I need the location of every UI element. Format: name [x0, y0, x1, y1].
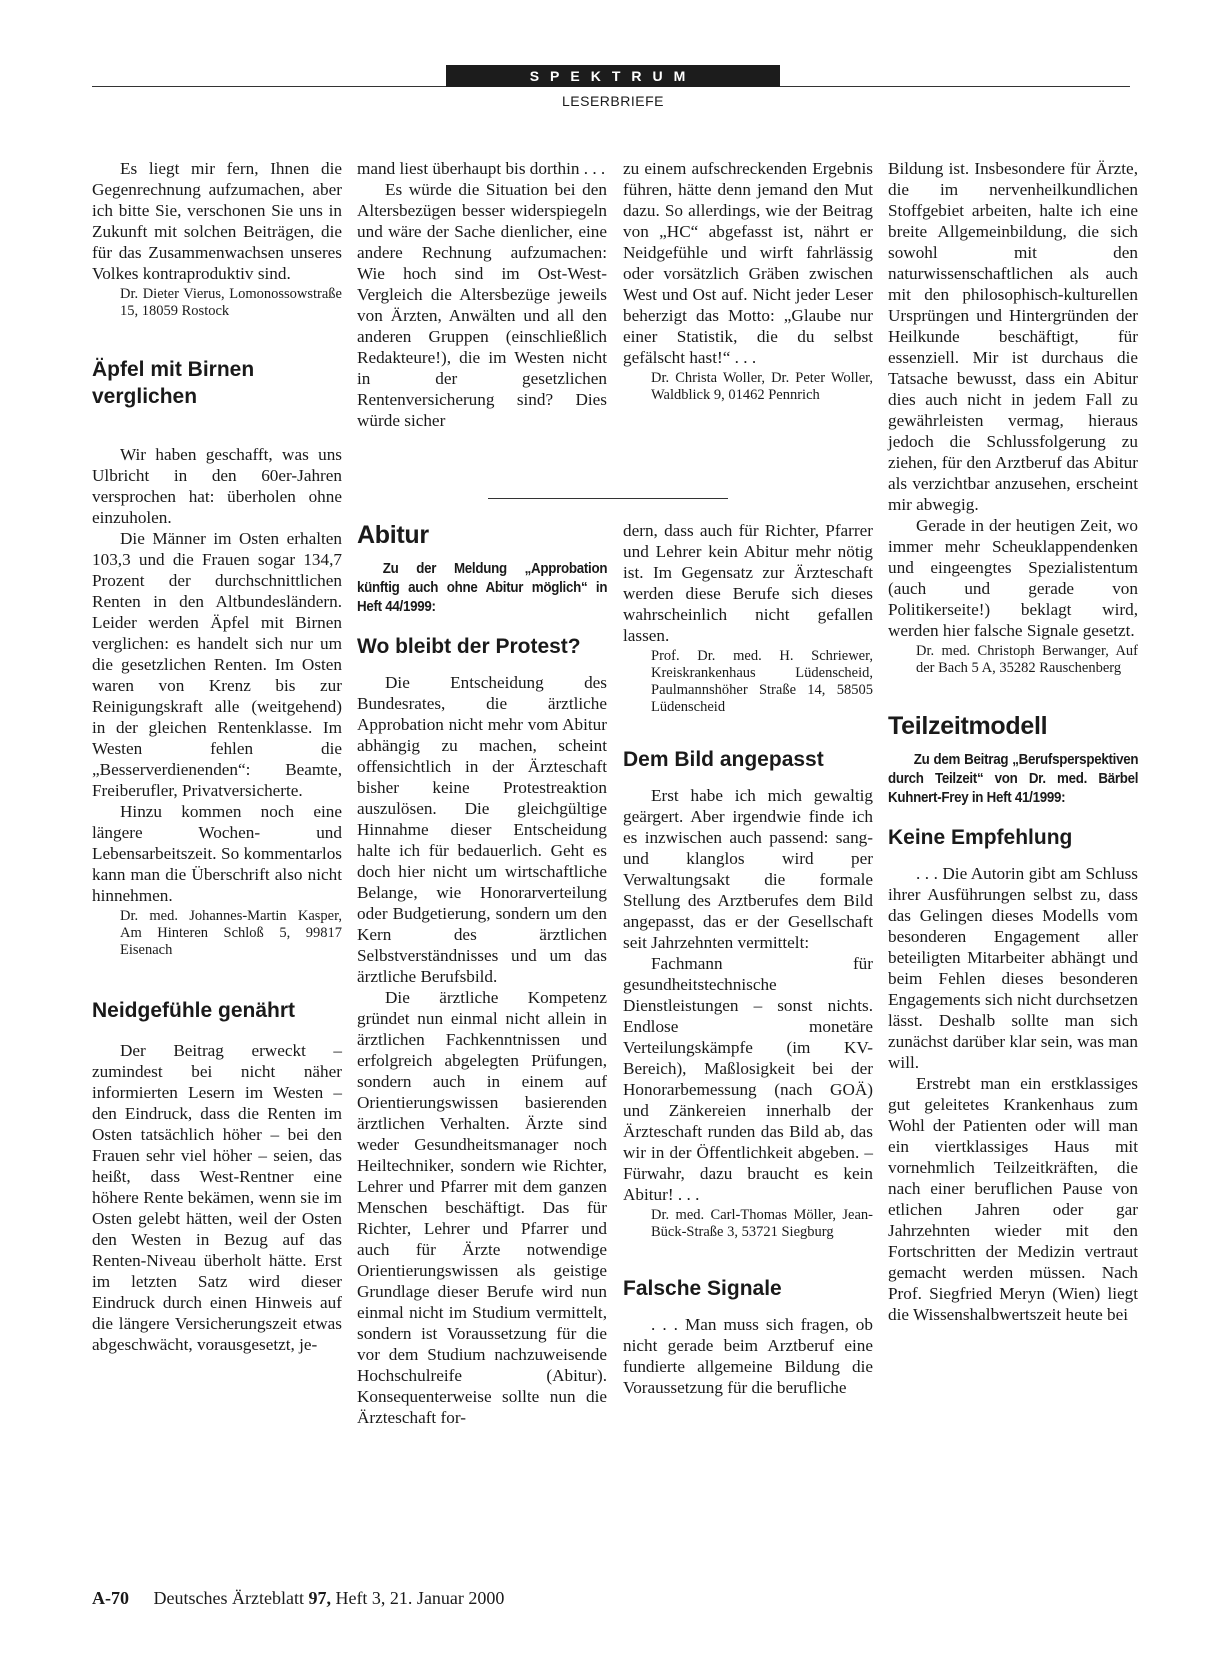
subsection-label: LESERBRIEFE	[562, 93, 664, 109]
letter-heading: Dem Bild angepasst	[623, 748, 824, 771]
letter-signature: Dr. med. Christoph Berwanger, Auf der Bach 5 A, 35282 Rauschenberg	[916, 643, 1138, 676]
abitur-section	[357, 520, 607, 1428]
section-intro: Zu der Meldung „Approbation künftig auch ohne Abitur möglich“ in Heft 44/1999:	[357, 561, 608, 615]
letter-signature: Prof. Dr. med. H. Schriewer, Kreiskrankenhaus Lüdenscheid, Paulmannshöher Straße 14, 58505 Lüdenscheid	[651, 648, 873, 715]
column-4	[888, 158, 1138, 1325]
letter-heading: Neidgefühle genährt	[92, 999, 296, 1022]
paragraph: Die Männer im Osten erhalten 103,3 und die Frauen sogar 134,7 Prozent der durchschnittlichen Renten in den Altbundesländern. Leider werden Äpfel mit Birnen verglichen: es handelt sich nur um die gesetzlichen Renten. Im Osten waren von Krenz bis zur Reinigungskraft alle (weitgehend) in der gleichen Rentenklasse. Im Westen fehlen die „Besserverdienenden“: Beamte, Freiberufler, Privatversicherte.	[92, 529, 342, 800]
column-2-top	[357, 158, 607, 431]
paragraph: Die ärztliche Kompetenz gründet nun einmal nicht allein in ärztlichen Fachkenntnissen und erfolgreich abgelegten Prüfungen, sondern auch in einem auf Orientierungswissen basierenden ärztlichen Verhalten. Ärzte sind weder Gesundheitsmanager noch Heiltechniker, sondern wie Richter, Lehrer und Pfarrer mit dem ganzen Menschen beschäftigt. Das für Richter, Lehrer und Pfarrer und auch für Ärzte notwendige Orientierungswissen als geistige Grundlage dieser Berufe wird nun einmal nicht im Studium vermittelt, sondern ist Voraussetzung für die vor dem Studium nachzuweisende Hochschulreife (Abitur). Konsequenterweise sollte nun die Ärzteschaft for-	[357, 988, 607, 1427]
paragraph: Bildung ist. Insbesondere für Ärzte, die im nervenheilkundlichen Stoffgebiet arbeiten, halte ich eine breite Allgemeinbildung, die sich sowohl mit den naturwissenschaftlichen als auch mit den philosophisch-kulturellen Ursprüngen und Hintergründen der Heilkunde beschäftigt, für essenziell. Mir ist durchaus die Tatsache bewusst, dass ein Abitur dies auch nicht in jedem Fall zu gewährleisten vermag, hieraus jedoch die Schlussfolgerung zu ziehen, für den Arztberuf das Abitur als verzichtbar anzusehen, erscheint mir abwegig.	[888, 159, 1138, 514]
paragraph: Es würde die Situation bei den Altersbezügen besser widerspiegeln und wäre der Sache dienlicher, eine andere Rechnung aufzumachen: Wie hoch sind im Ost-West-Vergleich die Altersbezüge jeweils von Ärzten, Anwälten und all den anderen Gruppen (einschließlich Redakteure!), die im Westen nicht in der gesetzlichen Rentenversicherung sind? Dies würde sicher	[357, 180, 607, 430]
letter-signature: Dr. med. Johannes-Martin Kasper, Am Hinteren Schloß 5, 99817 Eisenach	[120, 908, 342, 958]
column-3-top	[623, 158, 873, 404]
journal-issue: Heft 3, 21. Januar 2000	[335, 1588, 505, 1608]
paragraph: mand liest überhaupt bis dorthin . . .	[357, 159, 606, 178]
section-intro: Zu dem Beitrag „Berufsperspektiven durch Teilzeit“ von Dr. med. Bärbel Kuhnert-Frey in Heft 41/1999:	[888, 752, 1139, 806]
journal-name: Deutsches Ärzteblatt	[153, 1588, 304, 1608]
section-title: Abitur	[357, 521, 429, 549]
column-3	[623, 520, 873, 1398]
paragraph: dern, dass auch für Richter, Pfarrer und Lehrer kein Abitur mehr nötig ist. Im Gegensatz zur Ärzteschaft werden diese Berufe sich dieses wahrscheinlich nicht gefallen lassen.	[623, 521, 873, 645]
journal-volume: 97,	[308, 1588, 331, 1608]
letter-heading: Äpfel mit Birnen verglichen	[92, 358, 255, 408]
letter-signature: Dr. Dieter Vierus, Lomonossowstraße 15, 18059 Rostock	[120, 286, 342, 319]
letter-signature: Dr. Christa Woller, Dr. Peter Woller, Waldblick 9, 01462 Pennrich	[651, 370, 873, 403]
paragraph: Die Entscheidung des Bundesrates, die ärztliche Approbation nicht mehr vom Abitur abhängig zu machen, scheint offensichtlich in der Ärzteschaft bisher keine Protestreaktion auszulösen. Die gleichgültige Hinnahme dieser Entscheidung halte ich für bedauerlich. Geht es doch hier nicht um wirtschaftliche Belange, wie Honorarverteilung oder Budgetierung, sondern um den Kern des ärztlichen Selbstverständnisses und um das ärztliche Berufsbild.	[357, 673, 607, 986]
paragraph: Erst habe ich mich gewaltig geärgert. Aber irgendwie finde ich es inzwischen auch passend: sang- und klanglos wird per Verwaltungsakt die formale Stellung des Arztberufes dem Bild angepasst, das er der Gesellschaft seit Jahrzehnten vermittelt:	[623, 786, 873, 952]
column-1	[92, 158, 342, 1355]
letter-signature: Dr. med. Carl-Thomas Möller, Jean-Bück-Straße 3, 53721 Siegburg	[651, 1207, 873, 1240]
paragraph: Es liegt mir fern, Ihnen die Gegenrechnung aufzumachen, aber ich bitte Sie, verschonen Sie uns in Zukunft mit solchen Beiträgen, die für das Zusammenwachsen unseres Volkes kontraproduktiv sind.	[92, 159, 342, 283]
letter-heading: Keine Empfehlung	[888, 826, 1073, 849]
paragraph: Fachmann für gesundheitstechnische Dienstleistungen – sonst nichts. Endlose monetäre Verteilungskämpfe (im KV-Bereich), Maßlosigkeit bei der Honorarbemessung (nach GOÄ) und Zänkereien innerhalb der Ärzteschaft runden das Bild ab, das wir in der Öffentlichkeit abgeben. – Fürwahr, dazu braucht es kein Abitur! . . .	[623, 954, 873, 1204]
paragraph: Gerade in der heutigen Zeit, wo immer mehr Scheuklappendenken und eingeengtes Spezialistentum (auch und gerade von Politikerseite!) beklagt wird, werden hier falsche Signale gesetzt.	[888, 516, 1138, 640]
letter-heading: Falsche Signale	[623, 1277, 782, 1300]
letter-heading: Wo bleibt der Protest?	[357, 635, 581, 658]
paragraph: . . . Man muss sich fragen, ob nicht gerade beim Arztberuf eine fundierte allgemeine Bildung die Voraussetzung für die berufliche	[623, 1315, 873, 1397]
page-number: A-70	[92, 1588, 129, 1608]
paragraph: Hinzu kommen noch eine längere Wochen- und Lebensarbeitszeit. So kommentarlos kann man die Überschrift also nicht hinnehmen.	[92, 802, 342, 905]
section-title: Teilzeitmodell	[888, 712, 1048, 740]
section-divider	[488, 498, 728, 499]
section-label: SPEKTRUM	[446, 65, 780, 87]
page-footer	[92, 1588, 504, 1609]
paragraph: Erstrebt man ein erstklassiges gut geleitetes Krankenhaus zum Wohl der Patienten oder will man ein viertklassiges Haus mit vornehmlich Teilzeitkräften, die nach einer beruflichen Pause von etlichen Jahren oder gar Jahrzehnten wieder mit den Fortschritten der Medizin vertraut gemacht werden müssen. Nach Prof. Siegfried Meryn (Wien) liegt die Wissenshalbwertszeit heute bei	[888, 1074, 1138, 1324]
paragraph: zu einem aufschreckenden Ergebnis führen, hätte denn jemand den Mut dazu. So allerdings, wie der Beitrag von „HC“ abgefasst ist, nährt er Neidgefühle und wirft fahrlässig oder vorsätzlich Gräben zwischen West und Ost auf. Nicht jeder Leser beherzigt das Motto: „Glaube nur einer Statistik, die du selbst gefälscht hast!“ . . .	[623, 159, 873, 367]
paragraph: Wir haben geschafft, was uns Ulbricht in den 60er-Jahren versprochen hat: überholen ohne einzuholen.	[92, 445, 342, 527]
paragraph: . . . Die Autorin gibt am Schluss ihrer Ausführungen selbst zu, dass das Gelingen dieses Modells vom besonderen Engagement aller beteiligten Mitarbeiter abhängt und beim Fehlen dieses besonderen Engagements sich nicht durchsetzen lässt. Deshalb sollte man sich zunächst darüber klar sein, was man will.	[888, 864, 1138, 1072]
paragraph: Der Beitrag erweckt – zumindest bei nicht näher informierten Lesern im Westen – den Eindruck, dass die Renten im Osten tatsächlich höher – bei den Frauen sehr viel höher – seien, das heißt, dass West-Rentner eine höhere Rente bekämen, wenn sie im Osten gelebt hätten, weil der Osten den Westen in Bezug auf das Renten-Niveau überholt hätte. Erst im letzten Satz wird dieser Eindruck durch einen Hinweis auf die längere Versicherungszeit etwas abgeschwächt, vorausgesetzt, je-	[92, 1041, 342, 1354]
